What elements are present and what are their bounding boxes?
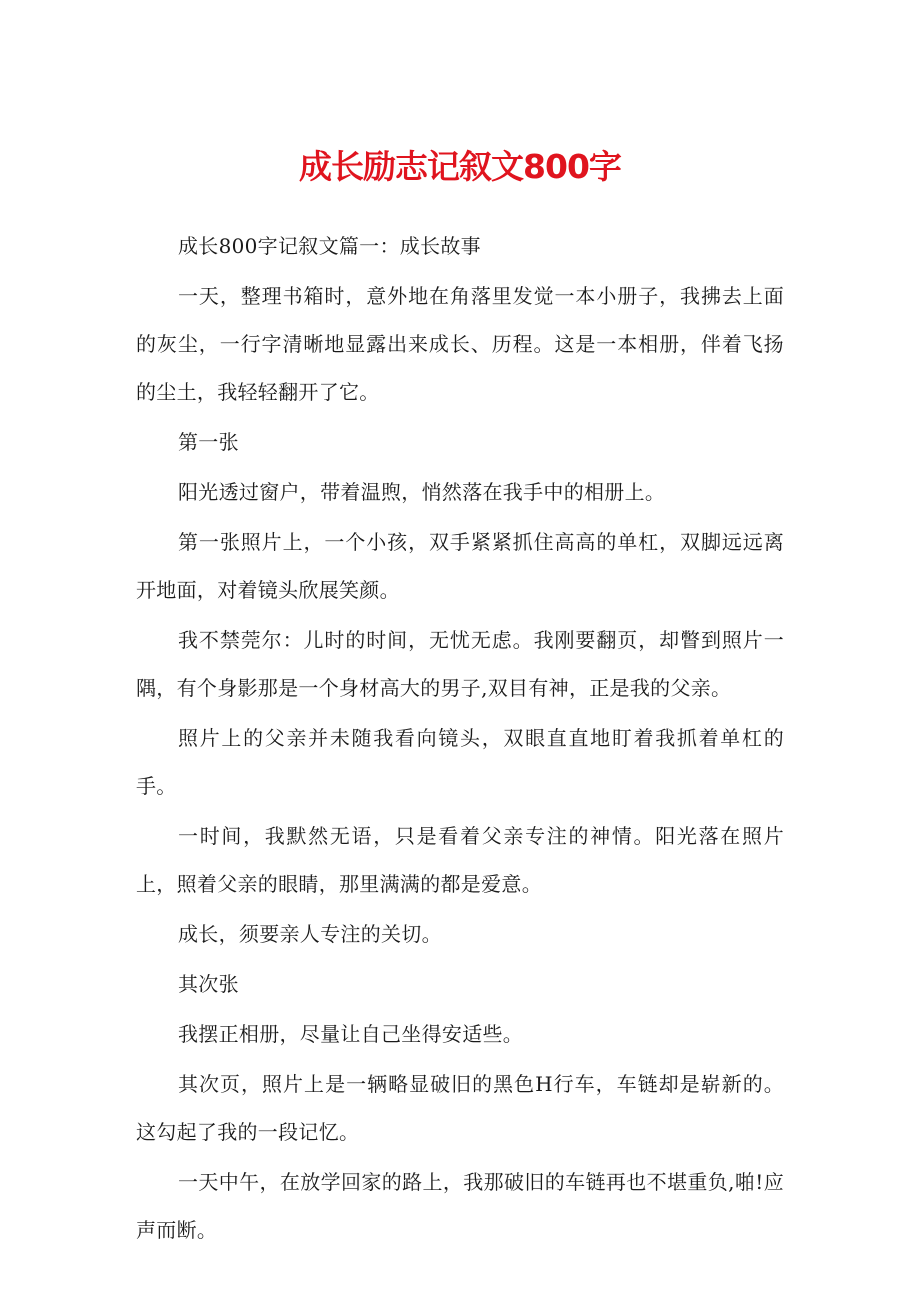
paragraph: 其次页，照片上是一辆略显破旧的黑色H行车，车链却是崭新的。这勾起了我的一段记忆。 <box>136 1072 784 1144</box>
paragraph: 阳光透过窗户，带着温煦，悄然落在我手中的相册上。 <box>178 480 666 504</box>
paragraph: 成长800字记叙文篇一：成长故事 <box>178 234 481 258</box>
paragraph: 一天，整理书箱时，意外地在角落里发觉一本小册子，我拂去上面的灰尘，一行字清晰地显露出来成长、历程。这是一本相册，伴着飞扬的尘土，我轻轻翻开了它。 <box>136 284 784 404</box>
paragraph: 我摆正相册，尽量让自己坐得安适些。 <box>178 1022 524 1046</box>
paragraph: 一时间，我默然无语，只是看着父亲专注的神情。阳光落在照片上，照着父亲的眼睛，那里满满的都是爱意。 <box>136 824 784 896</box>
document-title: 成长励志记叙文800字 <box>299 147 621 186</box>
paragraph: 其次张 <box>178 972 239 996</box>
paragraph: 一天中午，在放学回家的路上，我那破旧的车链再也不堪重负,啪!应声而断。 <box>136 1170 784 1242</box>
paragraph: 第一张 <box>178 430 239 454</box>
paragraph: 我不禁莞尔：儿时的时间，无忧无虑。我刚要翻页，却瞥到照片一隅，有个身影那是一个身材高大的男子,双目有神，正是我的父亲。 <box>136 628 784 700</box>
paragraph: 第一张照片上，一个小孩，双手紧紧抓住高高的单杠，双脚远远离开地面，对着镜头欣展笑颜。 <box>136 530 784 602</box>
paragraph: 照片上的父亲并未随我看向镜头，双眼直直地盯着我抓着单杠的手。 <box>136 726 784 798</box>
document-body <box>136 222 784 1256</box>
paragraph: 成长，须要亲人专注的关切。 <box>178 922 442 946</box>
